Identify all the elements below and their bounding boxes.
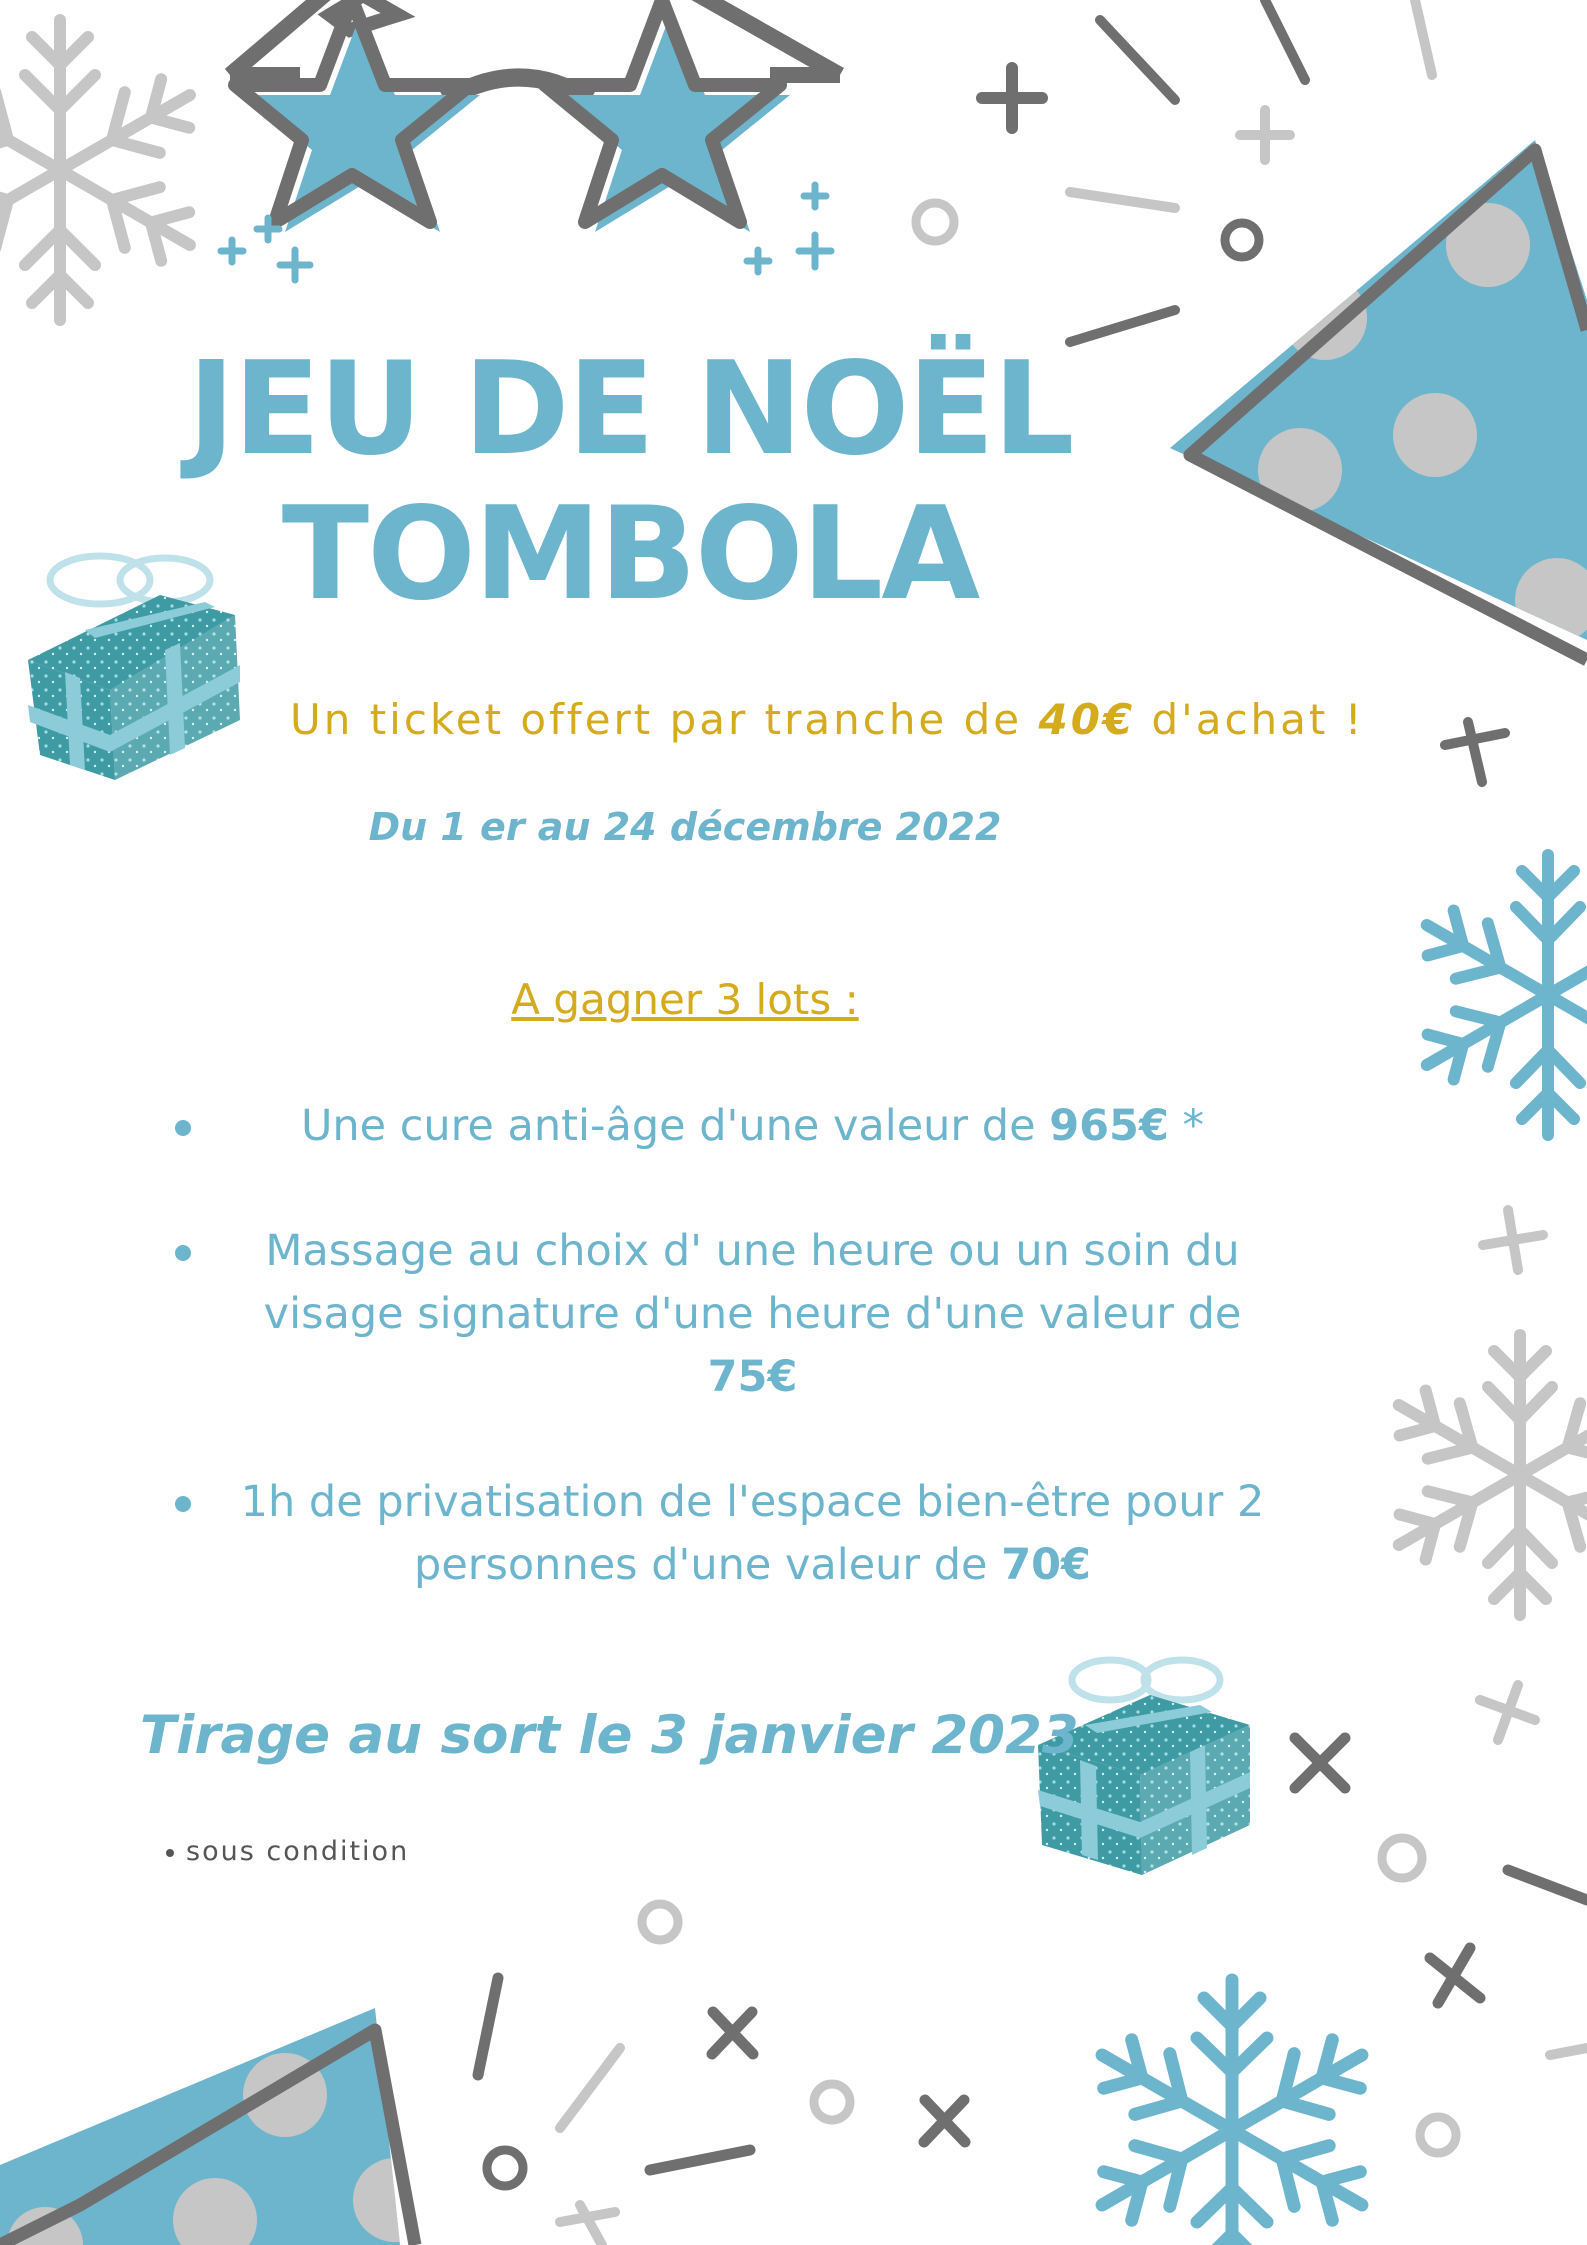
gift-box-icon (1038, 1660, 1250, 1875)
snowflake-icon (1383, 1335, 1587, 1615)
event-dates: Du 1 er au 24 décembre 2022 (368, 805, 1002, 849)
ticket-prefix: Un ticket offert par tranche de (290, 695, 1039, 744)
prize-value: 75€ (707, 1352, 798, 1402)
title-line-2: TOMBOLA (281, 480, 979, 629)
ticket-amount: 40€ (1038, 695, 1136, 744)
prize-text: Une cure anti-âge d'une valeur de (300, 1101, 1050, 1151)
star-glasses-icon (230, 0, 840, 232)
condition-text: sous condition (186, 1836, 410, 1867)
title-line-1: JEU DE NOËL (187, 335, 1073, 484)
bullet-icon (166, 1849, 174, 1857)
confetti-line-icon (560, 1838, 1587, 2245)
bullet-icon (175, 1245, 191, 1261)
prize-list (160, 1095, 1285, 1659)
prize-value: 70€ (1001, 1540, 1091, 1590)
confetti-line-icon (982, 0, 1305, 342)
confetti-line-icon (916, 0, 1432, 241)
prize-suffix: * (1168, 1101, 1205, 1151)
prize-text: Massage au choix d' une heure ou un soin du visage signature d'une heure d'une valeur de (263, 1226, 1242, 1339)
confetti-line-icon (478, 1738, 1587, 2186)
snowflake-icon (1411, 855, 1587, 1135)
bullet-icon (175, 1120, 191, 1136)
prize-item (160, 1095, 1285, 1158)
snowflake-icon (0, 20, 207, 320)
party-hat-icon (0, 2008, 437, 2245)
prize-value: 965€ (1049, 1101, 1169, 1151)
plus-icon (1445, 722, 1505, 782)
draw-date: Tirage au sort le 3 janvier 2023 (140, 1705, 1079, 1766)
ticket-suffix: d'achat ! (1135, 695, 1365, 744)
prizes-heading: A gagner 3 lots : (511, 975, 859, 1024)
prize-text: 1h de privatisation de l'espace bien-être pour 2 personnes d'une valeur de (240, 1477, 1265, 1590)
ticket-offer (290, 695, 1365, 744)
prize-item (160, 1471, 1285, 1597)
prize-item (160, 1220, 1285, 1409)
snowflake-icon (1085, 1980, 1380, 2245)
condition-note (166, 1836, 409, 1867)
bullet-icon (175, 1496, 191, 1512)
